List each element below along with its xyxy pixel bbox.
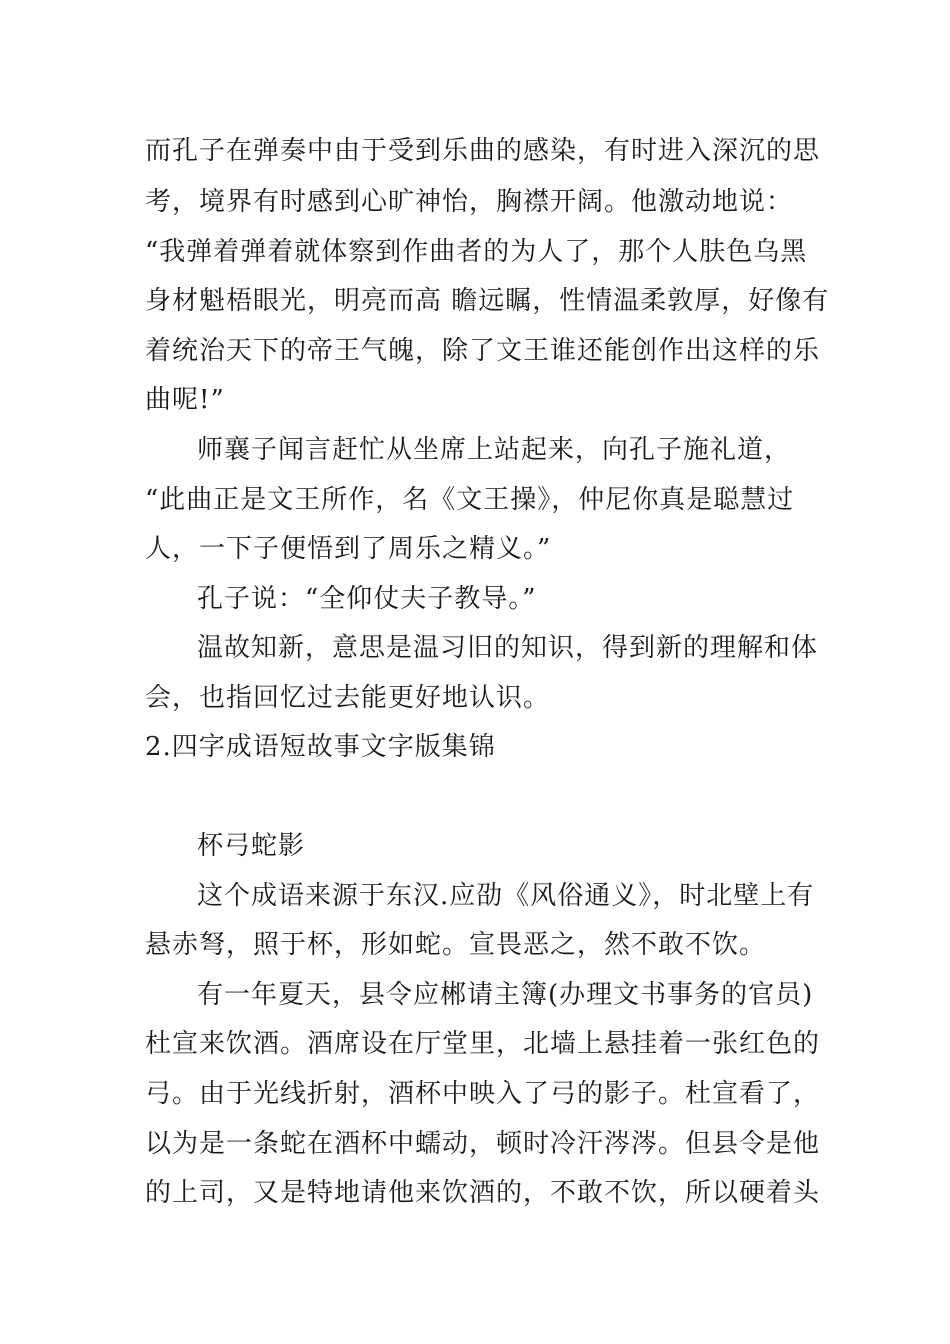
text-line: 杜宣来饮酒。酒席设在厅堂里，北墙上悬挂着一张红色的	[145, 1029, 821, 1059]
text-line: 身材魁梧眼光，明亮而高 瞻远瞩，性情温柔敦厚，好像有	[145, 286, 830, 316]
text-line: 孔子说：“全仰仗夫子教导。”	[197, 584, 537, 614]
text-line: “我弹着弹着就体察到作曲者的为人了，那个人肤色乌黑	[145, 237, 808, 267]
text-line: 人，一下子便悟到了周乐之精义。”	[145, 534, 552, 564]
text-line: 考，境界有时感到心旷神怡，胸襟开阔。他激动地说：	[145, 187, 794, 217]
text-line: 悬赤弩，照于杯，形如蛇。宣畏恶之，然不敢不饮。	[145, 930, 767, 960]
text-line: 这个成语来源于东汉.应劭《风俗通义》，时北壁上有	[197, 881, 815, 911]
text-line: 有一年夏天，县令应郴请主簿(办理文书事务的官员)	[197, 980, 814, 1010]
text-line: 温故知新，意思是温习旧的知识，得到新的理解和体	[197, 633, 819, 663]
story-title: 杯弓蛇影	[197, 831, 306, 861]
text-line: 着统治天下的帝王气魄，除了文王谁还能创作出这样的乐	[145, 336, 821, 366]
text-line: 曲呢!”	[145, 385, 225, 415]
text-line: 以为是一条蛇在酒杯中蠕动，顿时冷汗涔涔。但县令是他	[145, 1129, 821, 1159]
text-line: 会，也指回忆过去能更好地认识。	[145, 683, 551, 713]
section-heading: 2.四字成语短故事文字版集锦	[145, 732, 496, 762]
text-line: 师襄子闻言赶忙从坐席上站起来，向孔子施礼道，	[197, 435, 792, 465]
text-line: 弓。由于光线折射，酒杯中映入了弓的影子。杜宣看了，	[145, 1079, 821, 1109]
text-line: 而孔子在弹奏中由于受到乐曲的感染，有时进入深沉的思	[145, 136, 821, 166]
text-line: “此曲正是文王所作，名《文王操》，仲尼你真是聪慧过	[145, 485, 795, 515]
text-line: 的上司，又是特地请他来饮酒的，不敢不饮，所以硬着头	[145, 1178, 821, 1208]
